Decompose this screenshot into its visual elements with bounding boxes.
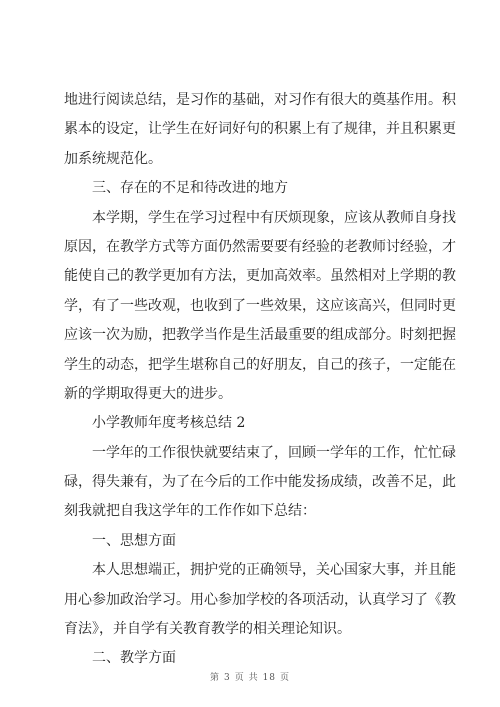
footer-suffix: 页 [280,673,291,683]
article-title: 小学教师年度考核总结 2 [92,415,246,432]
text-line: 能使自己的教学更加有方法，更加高效率。虽然相对上学期的教 [64,268,456,285]
text-line: 用心参加政治学习。用心参加学校的各项活动，认真学习了《教 [64,591,456,608]
text-line: 本学期，学生在学习过程中有厌烦现象，应该从教师自身找 [92,209,456,226]
text-line: 碌，得失兼有，为了在今后的工作中能发扬成绩，改善不足，此 [64,474,456,491]
text-line: 本人思想端正，拥护党的正确领导，关心国家大事，并且能 [92,562,456,579]
text-line: 刻我就把自我这学年的工作作如下总结： [64,503,316,520]
document-body [64,86,456,674]
text-line: 加系统规范化。 [64,150,162,167]
section-heading: 一、思想方面 [92,532,176,549]
footer-total-pages: 18 [262,673,277,683]
page-footer [0,670,500,683]
text-line: 应该一次为励，把教学当作是生活最重要的组成部分。时刻把握 [64,327,456,344]
text-line: 育法》，并自学有关教育教学的相关理论知识。 [64,621,351,638]
text-line: 累本的设定，让学生在好词好句的积累上有了规律，并且积累更 [64,121,456,138]
section-heading: 二、教学方面 [92,650,176,667]
footer-page-number: 3 [223,673,231,683]
text-line: 地进行阅读总结，是习作的基础，对习作有很大的奠基作用。积 [64,92,456,108]
text-line: 新的学期取得更大的进步。 [64,385,232,402]
text-line: 学生的动态，把学生堪称自己的好朋友，自己的孩子，一定能在 [64,356,456,373]
text-line: 学，有了一些改观，也收到了一些效果，这应该高兴，但同时更 [64,297,456,314]
section-heading: 三、存在的不足和待改进的地方 [92,180,288,197]
text-line: 一学年的工作很快就要结束了，回顾一学年的工作，忙忙碌 [92,444,456,461]
footer-prefix: 第 [209,673,220,683]
footer-middle: 页 共 [234,673,259,683]
text-line: 原因，在教学方式等方面仍然需要要有经验的老教师讨经验，才 [64,238,456,255]
